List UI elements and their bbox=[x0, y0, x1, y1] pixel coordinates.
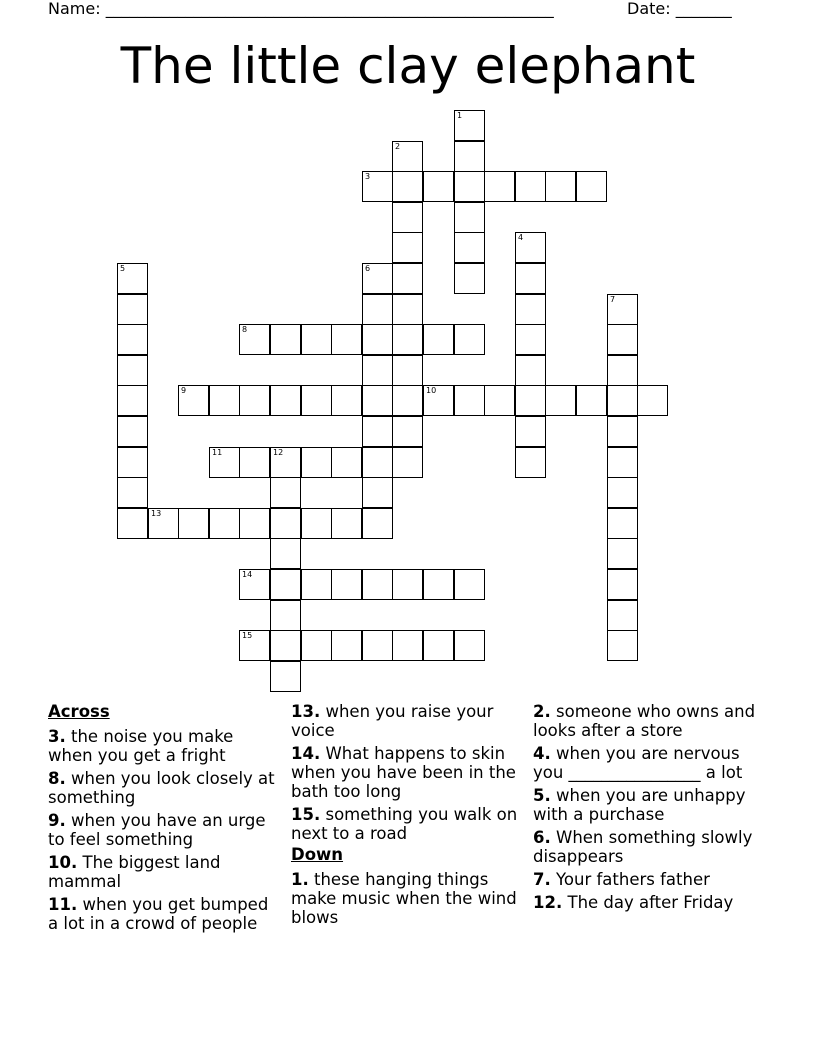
clue-number-label: 15. bbox=[291, 805, 321, 824]
name-line bbox=[48, 0, 554, 18]
clue-number-label: 3. bbox=[48, 727, 66, 746]
across-heading: Across bbox=[48, 702, 110, 721]
clue-text: Your fathers father bbox=[556, 870, 710, 889]
grid-cell[interactable] bbox=[392, 141, 423, 172]
grid-cell[interactable] bbox=[545, 385, 576, 416]
clue-number-label: 10. bbox=[48, 853, 78, 872]
grid-cell[interactable] bbox=[362, 385, 393, 416]
clue-number-label: 1. bbox=[291, 870, 309, 889]
grid-cell[interactable] bbox=[515, 447, 546, 478]
grid-cell[interactable] bbox=[117, 477, 148, 508]
name-label: Name: bbox=[48, 0, 101, 18]
grid-cell[interactable] bbox=[607, 447, 638, 478]
name-blank[interactable]: ________________________________________________________ bbox=[105, 0, 554, 18]
grid-cell[interactable] bbox=[392, 202, 423, 233]
clue-number-label: 4. bbox=[533, 744, 551, 763]
grid-cell[interactable] bbox=[515, 355, 546, 386]
clue-number: 6 bbox=[365, 264, 371, 273]
grid-cell[interactable] bbox=[423, 324, 454, 355]
grid-cell[interactable] bbox=[270, 630, 301, 661]
grid-cell[interactable] bbox=[637, 385, 668, 416]
grid-cell[interactable] bbox=[362, 630, 393, 661]
grid-cell[interactable] bbox=[607, 324, 638, 355]
clue-text: The biggest land mammal bbox=[48, 853, 221, 891]
clue-text: The day after Friday bbox=[567, 893, 734, 912]
clue-number: 9 bbox=[181, 386, 187, 395]
grid-cell[interactable] bbox=[607, 477, 638, 508]
grid-cell[interactable] bbox=[117, 416, 148, 447]
clue-text: when you are nervous you ________________ a lot bbox=[533, 744, 743, 782]
grid-cell[interactable] bbox=[239, 508, 270, 539]
down-clue bbox=[533, 786, 763, 824]
clue-number: 3 bbox=[365, 172, 371, 181]
down-clue bbox=[533, 870, 763, 889]
grid-cell[interactable] bbox=[545, 171, 576, 202]
grid-cell[interactable] bbox=[515, 232, 546, 263]
grid-cell[interactable] bbox=[209, 508, 240, 539]
grid-cell[interactable] bbox=[392, 416, 423, 447]
grid-cell[interactable] bbox=[362, 477, 393, 508]
grid-cell[interactable] bbox=[117, 263, 148, 294]
puzzle-title: The little clay elephant bbox=[120, 37, 696, 95]
grid-cell[interactable] bbox=[331, 630, 362, 661]
grid-cell[interactable] bbox=[301, 385, 332, 416]
clues-column-3 bbox=[533, 702, 763, 916]
grid-cell[interactable] bbox=[301, 324, 332, 355]
clue-text: something you walk on next to a road bbox=[291, 805, 518, 843]
grid-cell[interactable] bbox=[270, 508, 301, 539]
clue-text: the noise you make when you get a fright bbox=[48, 727, 234, 765]
down-clue bbox=[533, 893, 763, 912]
clue-text: when you get bumped a lot in a crowd of people bbox=[48, 895, 269, 933]
grid-cell[interactable] bbox=[454, 171, 485, 202]
clue-number: 2 bbox=[395, 142, 401, 151]
grid-cell[interactable] bbox=[454, 141, 485, 172]
clue-number: 5 bbox=[120, 264, 126, 273]
grid-cell[interactable] bbox=[331, 508, 362, 539]
clue-text: When something slowly disappears bbox=[533, 828, 753, 866]
grid-cell[interactable] bbox=[117, 294, 148, 325]
grid-cell[interactable] bbox=[362, 416, 393, 447]
grid-cell[interactable] bbox=[607, 385, 638, 416]
grid-cell[interactable] bbox=[454, 630, 485, 661]
down-clue bbox=[533, 744, 763, 782]
clue-text: someone who owns and looks after a store bbox=[533, 702, 756, 740]
across-clue bbox=[48, 811, 280, 849]
grid-cell[interactable] bbox=[117, 355, 148, 386]
clue-text: when you raise your voice bbox=[291, 702, 494, 740]
grid-cell[interactable] bbox=[362, 447, 393, 478]
grid-cell[interactable] bbox=[362, 569, 393, 600]
grid-cell[interactable] bbox=[607, 294, 638, 325]
clue-number-label: 12. bbox=[533, 893, 563, 912]
clue-number-label: 9. bbox=[48, 811, 66, 830]
clues-column-1 bbox=[48, 702, 280, 937]
grid-cell[interactable] bbox=[454, 232, 485, 263]
clues-column-2 bbox=[291, 702, 521, 931]
grid-cell[interactable] bbox=[423, 630, 454, 661]
clue-number: 15 bbox=[242, 631, 253, 640]
grid-cell[interactable] bbox=[270, 661, 301, 692]
across-clue bbox=[48, 727, 280, 765]
grid-cell[interactable] bbox=[270, 385, 301, 416]
clue-number: 1 bbox=[457, 111, 463, 120]
grid-cell[interactable] bbox=[392, 171, 423, 202]
grid-cell[interactable] bbox=[607, 569, 638, 600]
grid-cell[interactable] bbox=[362, 355, 393, 386]
clue-number-label: 8. bbox=[48, 769, 66, 788]
clue-number-label: 13. bbox=[291, 702, 321, 721]
clue-text: when you are unhappy with a purchase bbox=[533, 786, 746, 824]
grid-cell[interactable] bbox=[117, 447, 148, 478]
grid-cell[interactable] bbox=[301, 508, 332, 539]
clue-number: 14 bbox=[242, 570, 253, 579]
grid-cell[interactable] bbox=[607, 508, 638, 539]
grid-cell[interactable] bbox=[301, 447, 332, 478]
clue-text: What happens to skin when you have been in the bath too long bbox=[291, 744, 516, 801]
grid-cell[interactable] bbox=[454, 110, 485, 141]
clue-number: 10 bbox=[426, 386, 437, 395]
grid-cell[interactable] bbox=[392, 355, 423, 386]
across-clue bbox=[291, 805, 521, 843]
grid-cell[interactable] bbox=[362, 171, 393, 202]
grid-cell[interactable] bbox=[392, 385, 423, 416]
grid-cell[interactable] bbox=[331, 447, 362, 478]
grid-cell[interactable] bbox=[515, 324, 546, 355]
grid-cell[interactable] bbox=[117, 385, 148, 416]
grid-cell[interactable] bbox=[301, 630, 332, 661]
grid-cell[interactable] bbox=[392, 232, 423, 263]
clue-text: when you look closely at something bbox=[48, 769, 275, 807]
grid-cell[interactable] bbox=[270, 538, 301, 569]
grid-cell[interactable] bbox=[454, 324, 485, 355]
grid-cell[interactable] bbox=[515, 294, 546, 325]
grid-cell[interactable] bbox=[178, 508, 209, 539]
grid-cell[interactable] bbox=[270, 447, 301, 478]
grid-cell[interactable] bbox=[392, 294, 423, 325]
grid-cell[interactable] bbox=[117, 508, 148, 539]
clue-number-label: 11. bbox=[48, 895, 78, 914]
grid-cell[interactable] bbox=[607, 355, 638, 386]
across-clue bbox=[291, 702, 521, 740]
grid-cell[interactable] bbox=[484, 171, 515, 202]
clue-number-label: 6. bbox=[533, 828, 551, 847]
grid-cell[interactable] bbox=[454, 569, 485, 600]
grid-cell[interactable] bbox=[209, 385, 240, 416]
grid-cell[interactable] bbox=[423, 385, 454, 416]
grid-cell[interactable] bbox=[392, 569, 423, 600]
grid-cell[interactable] bbox=[607, 538, 638, 569]
across-clue bbox=[48, 853, 280, 891]
grid-cell[interactable] bbox=[454, 202, 485, 233]
grid-cell[interactable] bbox=[239, 447, 270, 478]
clue-number-label: 14. bbox=[291, 744, 321, 763]
down-heading: Down bbox=[291, 845, 344, 864]
grid-cell[interactable] bbox=[331, 385, 362, 416]
grid-cell[interactable] bbox=[331, 569, 362, 600]
grid-cell[interactable] bbox=[270, 569, 301, 600]
date-label: Date: bbox=[627, 0, 671, 18]
grid-cell[interactable] bbox=[576, 385, 607, 416]
across-clue bbox=[48, 769, 280, 807]
down-clue bbox=[533, 828, 763, 866]
across-clue bbox=[48, 895, 280, 933]
grid-cell[interactable] bbox=[392, 447, 423, 478]
grid-cell[interactable] bbox=[239, 630, 270, 661]
grid-cell[interactable] bbox=[484, 385, 515, 416]
clue-number-label: 7. bbox=[533, 870, 551, 889]
clue-text: these hanging things make music when the wind blows bbox=[291, 870, 517, 927]
grid-cell[interactable] bbox=[392, 324, 423, 355]
grid-cell[interactable] bbox=[607, 416, 638, 447]
down-clue bbox=[533, 702, 763, 740]
grid-cell[interactable] bbox=[576, 171, 607, 202]
grid-cell[interactable] bbox=[270, 477, 301, 508]
grid-cell[interactable] bbox=[301, 569, 332, 600]
down-clue bbox=[291, 870, 521, 927]
grid-cell[interactable] bbox=[392, 263, 423, 294]
grid-cell[interactable] bbox=[515, 263, 546, 294]
grid-cell[interactable] bbox=[362, 508, 393, 539]
clue-number: 7 bbox=[610, 295, 616, 304]
date-line bbox=[627, 0, 732, 18]
clue-number: 8 bbox=[242, 325, 248, 334]
grid-cell[interactable] bbox=[607, 630, 638, 661]
grid-cell[interactable] bbox=[362, 294, 393, 325]
grid-cell[interactable] bbox=[239, 569, 270, 600]
grid-cell[interactable] bbox=[362, 324, 393, 355]
grid-cell[interactable] bbox=[362, 263, 393, 294]
grid-cell[interactable] bbox=[239, 385, 270, 416]
grid-cell[interactable] bbox=[454, 385, 485, 416]
grid-cell[interactable] bbox=[178, 385, 209, 416]
grid-cell[interactable] bbox=[331, 324, 362, 355]
grid-cell[interactable] bbox=[515, 385, 546, 416]
grid-cell[interactable] bbox=[270, 600, 301, 631]
grid-cell[interactable] bbox=[423, 569, 454, 600]
across-clue bbox=[291, 744, 521, 801]
grid-cell[interactable] bbox=[117, 324, 148, 355]
clue-number-label: 2. bbox=[533, 702, 551, 721]
grid-cell[interactable] bbox=[270, 324, 301, 355]
grid-cell[interactable] bbox=[148, 508, 179, 539]
grid-cell[interactable] bbox=[392, 630, 423, 661]
clue-number: 11 bbox=[212, 448, 223, 457]
clue-number: 12 bbox=[273, 448, 284, 457]
grid-cell[interactable] bbox=[607, 600, 638, 631]
grid-cell[interactable] bbox=[515, 171, 546, 202]
grid-cell[interactable] bbox=[209, 447, 240, 478]
clue-text: when you have an urge to feel something bbox=[48, 811, 266, 849]
date-blank[interactable]: _______ bbox=[675, 0, 732, 18]
grid-cell[interactable] bbox=[423, 171, 454, 202]
grid-cell[interactable] bbox=[515, 416, 546, 447]
clue-number: 4 bbox=[518, 233, 524, 242]
clue-number-label: 5. bbox=[533, 786, 551, 805]
grid-cell[interactable] bbox=[454, 263, 485, 294]
grid-cell[interactable] bbox=[239, 324, 270, 355]
clue-number: 13 bbox=[151, 509, 162, 518]
